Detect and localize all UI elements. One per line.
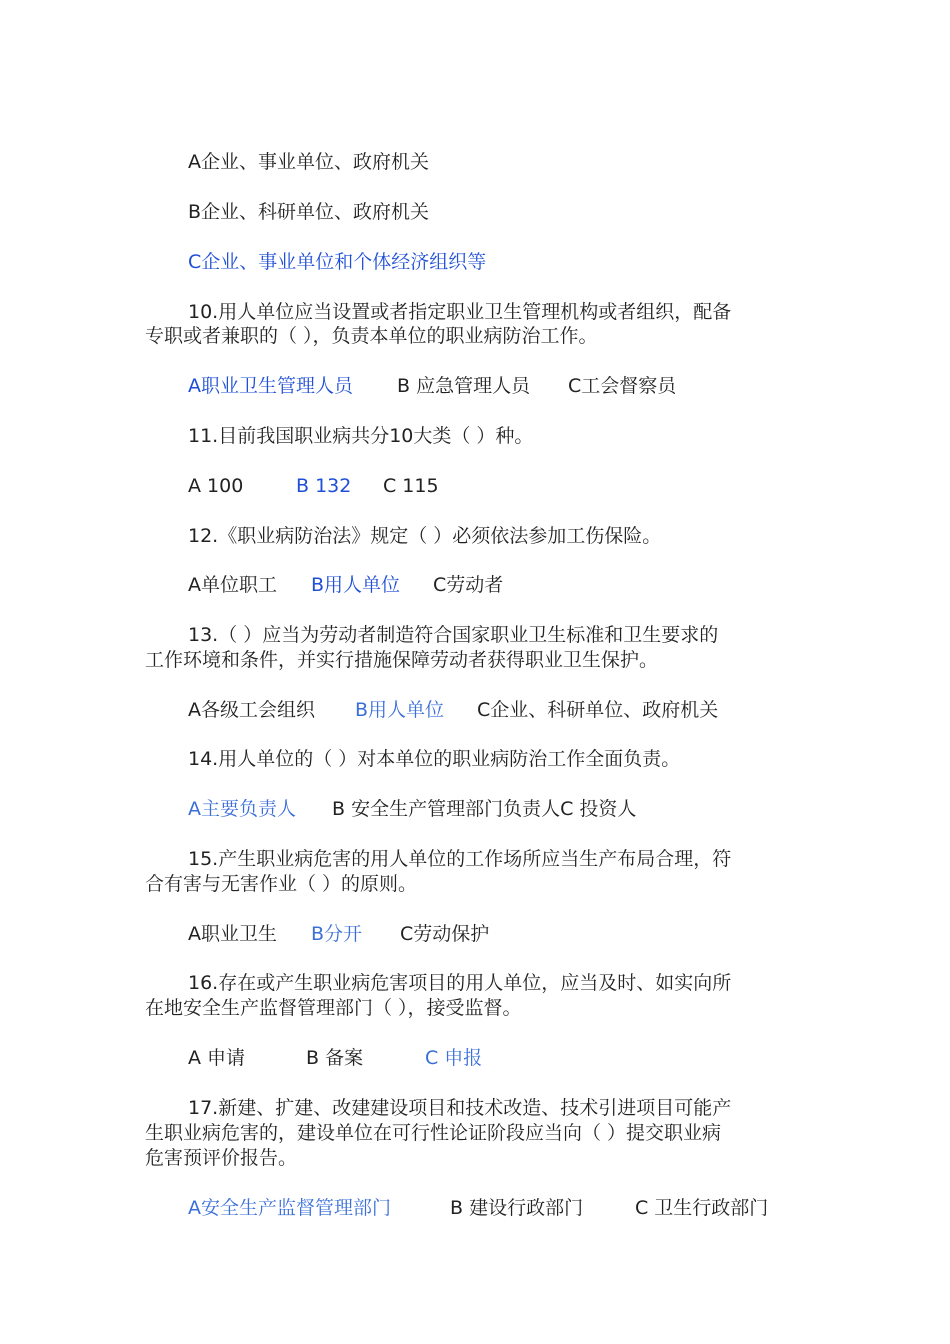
q17-text-line3: 危害预评价报告。 (145, 1147, 298, 1169)
q10-option-a-answer: A职业卫生管理人员 (188, 375, 353, 397)
q16-text-line1: 16.存在或产生职业病危害项目的用人单位，应当及时、如实向所 (188, 972, 732, 994)
q12-option-c: C劳动者 (433, 574, 504, 596)
q13-option-b-answer: B用人单位 (355, 699, 445, 721)
q14-option-a-answer: A主要负责人 (188, 798, 296, 820)
q10-text-line1: 10.用人单位应当设置或者指定职业卫生管理机构或者组织，配备 (188, 301, 732, 323)
q13-text-line1: 13.（ ）应当为劳动者制造符合国家职业卫生标准和卫生要求的 (188, 624, 719, 646)
q15-text-line2: 合有害与无害作业（ ）的原则。 (145, 873, 418, 895)
q15-text-line1: 15.产生职业病危害的用人单位的工作场所应当生产布局合理，符 (188, 848, 732, 870)
q12-option-a: A单位职工 (188, 574, 277, 596)
q9-option-c-answer: C企业、事业单位和个体经济组织等 (188, 251, 487, 273)
q17-option-c: C 卫生行政部门 (635, 1197, 769, 1219)
q14-text-line1: 14.用人单位的（ ）对本单位的职业病防治工作全面负责。 (188, 748, 681, 770)
q13-option-c: C企业、科研单位、政府机关 (477, 699, 719, 721)
q14-option-b-c: B 安全生产管理部门负责人C 投资人 (332, 798, 637, 820)
q16-option-c-answer: C 申报 (425, 1047, 483, 1069)
q12-option-b-answer: B用人单位 (311, 574, 401, 596)
q10-option-c: C工会督察员 (568, 375, 677, 397)
q16-text-line2: 在地安全生产监督管理部门（ ），接受监督。 (145, 997, 522, 1019)
q11-option-c: C 115 (383, 475, 439, 497)
q15-option-a: A职业卫生 (188, 923, 277, 945)
q13-option-a: A各级工会组织 (188, 699, 315, 721)
q15-option-c: C劳动保护 (400, 923, 490, 945)
q13-text-line2: 工作环境和条件，并实行措施保障劳动者获得职业卫生保护。 (145, 649, 659, 671)
q11-option-a: A 100 (188, 475, 244, 497)
q11-option-b-answer: B 132 (296, 475, 352, 497)
q9-option-a: A企业、事业单位、政府机关 (188, 151, 429, 173)
q10-text-line2: 专职或者兼职的（ ），负责本单位的职业病防治工作。 (145, 325, 598, 347)
q16-option-b: B 备案 (306, 1047, 364, 1069)
q12-text-line1: 12.《职业病防治法》规定（ ）必须依法参加工伤保险。 (188, 525, 662, 547)
q11-text-line1: 11.目前我国职业病共分10大类（ ）种。 (188, 425, 534, 447)
q16-option-a: A 申请 (188, 1047, 246, 1069)
q10-option-b: B 应急管理人员 (397, 375, 531, 397)
q17-text-line1: 17.新建、扩建、改建建设项目和技术改造、技术引进项目可能产 (188, 1097, 732, 1119)
q15-option-b-answer: B分开 (311, 923, 363, 945)
q17-text-line2: 生职业病危害的，建设单位在可行性论证阶段应当向（ ）提交职业病 (145, 1122, 722, 1144)
q17-option-a-answer: A安全生产监督管理部门 (188, 1197, 391, 1219)
q17-option-b: B 建设行政部门 (450, 1197, 584, 1219)
q9-option-b: B企业、科研单位、政府机关 (188, 201, 430, 223)
